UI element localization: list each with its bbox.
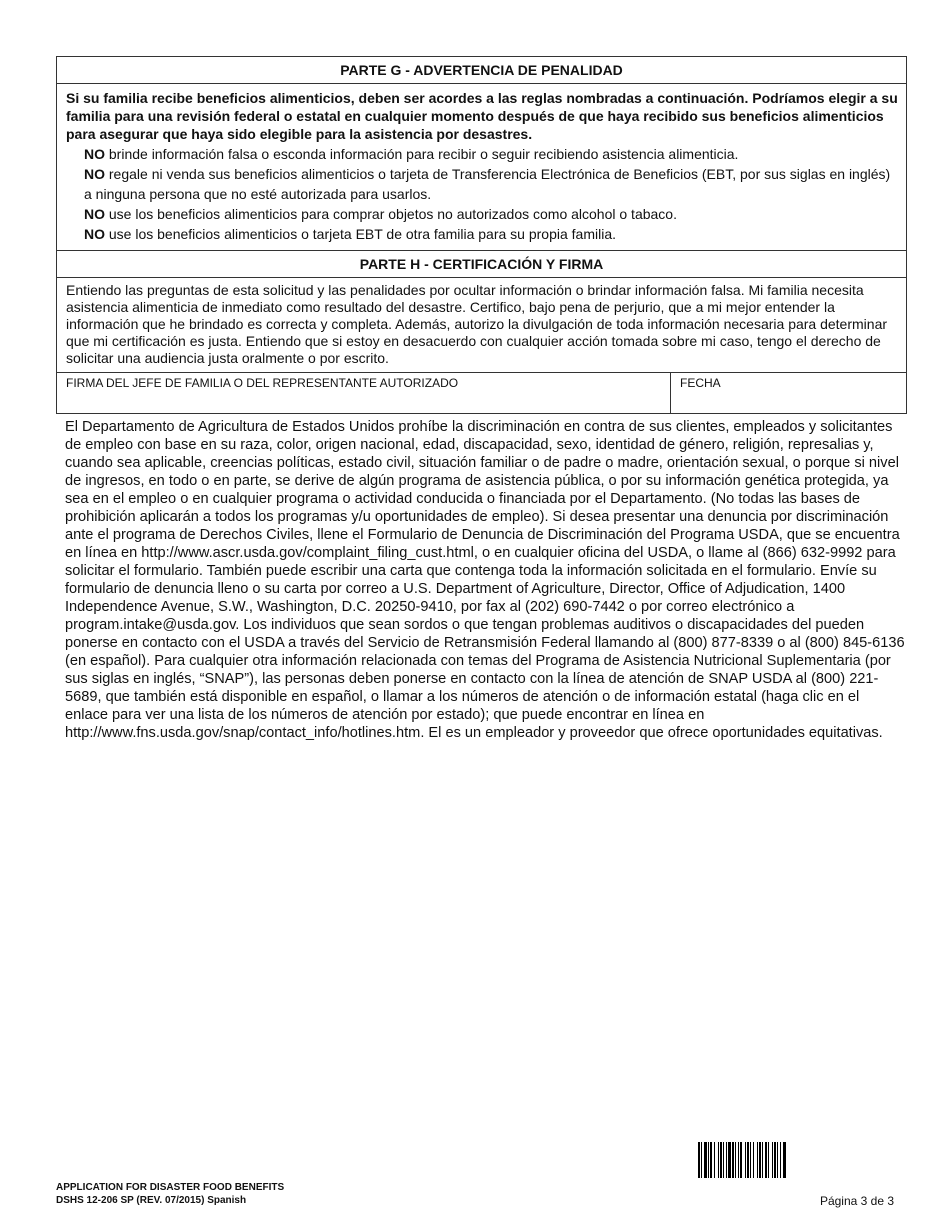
date-label: FECHA bbox=[680, 376, 721, 390]
rule-prefix: NO bbox=[84, 206, 105, 222]
form-number: DSHS 12-206 SP (REV. 07/2015) Spanish bbox=[56, 1195, 247, 1206]
page-number: Página 3 de 3 bbox=[819, 1194, 894, 1208]
rule-item bbox=[66, 224, 898, 244]
rule-prefix: NO bbox=[84, 166, 105, 182]
part-h-title: PARTE H - CERTIFICACIÓN Y FIRMA bbox=[57, 251, 906, 278]
rule-item bbox=[66, 144, 898, 164]
part-g-title: PARTE G - ADVERTENCIA DE PENALIDAD bbox=[57, 57, 906, 84]
form-title: APPLICATION FOR DISASTER FOOD BENEFITS bbox=[56, 1182, 285, 1193]
rule-text: use los beneficios alimenticios para comprar objetos no autorizados como alcohol o tabaco. bbox=[105, 206, 677, 222]
signature-label: FIRMA DEL JEFE DE FAMILIA O DEL REPRESENTANTE AUTORIZADO bbox=[66, 376, 459, 390]
part-h-body: Entiendo las preguntas de esta solicitud y las penalidades por ocultar información o brindar información falsa. Mi familia necesita asistencia alimenticia de inmediato como resultado del desastre. Certifico, bajo pena de perjurio, que a mi mejor entender la información que he brindado es correcta y completa. Además, autorizo la divulgación de toda información necesaria para determinar que mi certificación es justa. Entiendo que si estoy en desacuerdo con cualquier acción tomada sobre mi caso, tengo el derecho de solicitar una audiencia justa oralmente o por escrito. bbox=[57, 278, 906, 373]
form-footer bbox=[56, 1181, 284, 1207]
date-field[interactable] bbox=[671, 373, 906, 413]
rule-item bbox=[66, 164, 898, 204]
nondiscrimination-notice: El Departamento de Agricultura de Estados Unidos prohíbe la discriminación en contra de sus clientes, empleados y solicitantes de empleo con base en su raza, color, origen nacional, edad, discapacidad, sexo, identidad de género, religión, represalias y, cuando sea aplicable, creencias políticas, estado civil, situación familiar o de padre o madre, orientación sexual, o porque si nivel de ingresos, en todo o en parte, se derive de algún programa de asistencia pública, o por su información genética protegida, ya sea en el empleo o en cualquier programa o actividad conducida o financiada por el Departamento. (No todas las bases de prohibición aplicarán a todos los programas y/u oportunidades de empleo). Si desea presentar una denuncia por discriminación ante el programa de Derechos Civiles, llene el Formulario de Denuncia de Discriminación del Programa USDA, que se encuentra en línea en http://www.ascr.usda.gov/complaint_filing_cust.html, o en cualquier oficina del USDA, o llame al (866) 632-9992 para solicitar el formulario. También puede escribir una carta que contenga toda la información solicitada en el formulario. Envíe su formulario de denuncia lleno o su carta por correo a U.S. Department of Agriculture, Director, Office of Adjudication, 1400 Independence Avenue, S.W., Washington, D.C. 20250-9410, por fax al (202) 690-7442 o por correo electrónico a program.intake@usda.gov. Los individuos que sean sordos o que tengan problemas auditivos o discapacidades del pueden ponerse en contacto con el USDA a través del Servicio de Retransmisión Federal llamando al (800) 877-8339 o al (800) 845-6136 (en español). Para cualquier otra información relacionada con temas del Programa de Asistencia Nutricional Suplementaria (por sus siglas en inglés, “SNAP”), las personas deben ponerse en contacto con la línea de atención de SNAP USDA al (800) 221-5689, que también está disponible en español, o llamar a los números de atención o de información estatal (haga clic en el enlace para ver una lista de los números de atención por estado); que puede encontrar en línea en http://www.fns.usda.gov/snap/contact_info/hotlines.htm. El es un empleador y proveedor que ofrece oportunidades equitativas. bbox=[65, 419, 905, 741]
signature-row bbox=[57, 373, 906, 413]
rule-item bbox=[66, 204, 898, 224]
rule-text: brinde información falsa o esconda información para recibir o seguir recibiendo asistencia alimenticia. bbox=[105, 146, 739, 162]
rule-text: regale ni venda sus beneficios alimenticios o tarjeta de Transferencia Electrónica de Beneficios (EBT, por sus siglas en inglés) a ninguna persona que no esté autorizada para usarlos. bbox=[84, 166, 891, 202]
rule-text: use los beneficios alimenticios o tarjeta EBT de otra familia para su propia familia. bbox=[105, 226, 616, 242]
rule-prefix: NO bbox=[84, 146, 105, 162]
part-g-intro: Si su familia recibe beneficios alimenticios, deben ser acordes a las reglas nombradas a continuación. Podríamos elegir a su familia para una revisión federal o estatal en cualquier momento después de que haya recibido sus beneficios alimenticios para asegurar que haya sido elegible para la asistencia por desastres. bbox=[66, 90, 898, 142]
signature-field[interactable] bbox=[57, 373, 671, 413]
barcode-icon bbox=[698, 1142, 858, 1178]
rule-prefix: NO bbox=[84, 226, 105, 242]
form-box bbox=[56, 56, 907, 414]
part-g-body bbox=[57, 84, 906, 251]
